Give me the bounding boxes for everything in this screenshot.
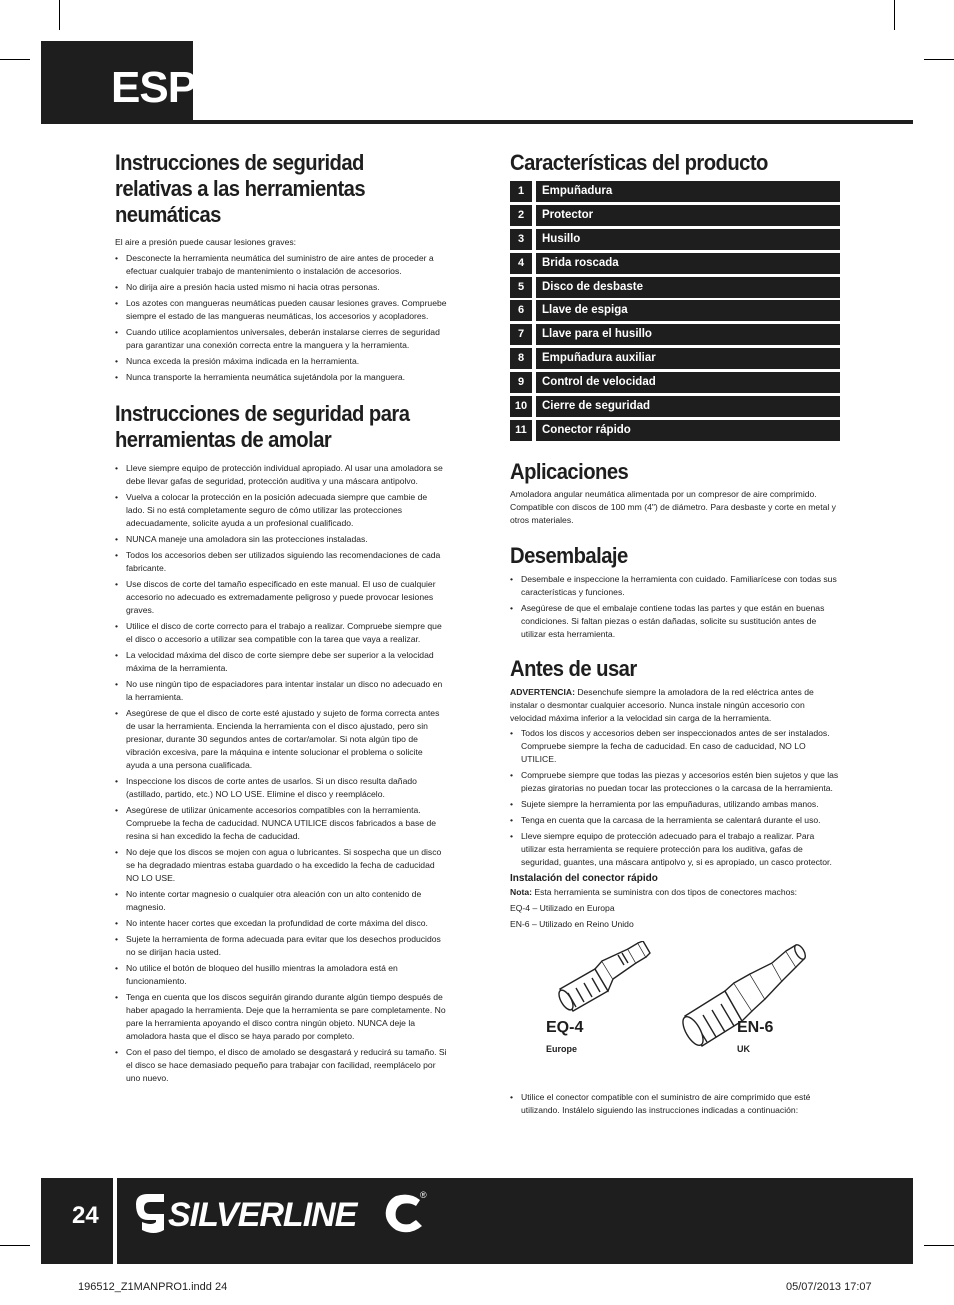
section-title-applications: Aplicaciones bbox=[510, 458, 629, 484]
eq4-region: Europe bbox=[546, 1043, 578, 1054]
list-item: • Sujete siempre la herramienta por las empuñaduras, utilizando ambas manos. bbox=[510, 798, 840, 811]
list-item: • Desembale e inspeccione la herramienta con cuidado. Familiarícese con todas sus características y funciones. bbox=[510, 573, 840, 599]
feature-number: 7 bbox=[510, 324, 532, 345]
list-item: • Compruebe siempre que todas las piezas y accesorios estén bien sujetos y que las piezas giratorias no puedan tocar las protecciones o la carcasa de la herramienta. bbox=[510, 769, 840, 795]
language-tab: ESP bbox=[41, 41, 193, 123]
final-install-list bbox=[510, 1091, 840, 1117]
list-item: • No use ningún tipo de espaciadores para intentar instalar un disco no adecuado en la herramienta. bbox=[115, 678, 448, 704]
header-rule bbox=[41, 120, 913, 124]
grinding-safety-list bbox=[115, 462, 448, 1085]
list-item: • No deje que los discos se mojen con agua o lubricantes. Si sospecha que un disco se ha degradado mientras estaba guardado o ha excedido la fecha de caducidad NO LO USE. bbox=[115, 846, 448, 885]
feature-row bbox=[510, 396, 840, 417]
slug-filename: 196512_Z1MANPRO1.indd 24 bbox=[78, 1281, 228, 1293]
feature-number: 1 bbox=[510, 181, 532, 202]
slug-date: 05/07/2013 17:07 bbox=[786, 1281, 872, 1293]
en6-line: EN-6 – Utilizado en Reino Unido bbox=[510, 918, 634, 929]
unpacking-list bbox=[510, 573, 840, 641]
list-item: • NUNCA maneje una amoladora sin las protecciones instaladas. bbox=[115, 533, 448, 546]
brand-name: SILVERLINE bbox=[168, 1196, 357, 1234]
registered-mark: ® bbox=[420, 1190, 427, 1200]
crop-mark bbox=[59, 0, 60, 30]
list-item: • Tenga en cuenta que los discos seguirán girando durante algún tiempo después de haber apagado la herramienta. Deje que la herramienta se pare completamente. No pare la herramienta apoyando el disco contra ningún objeto. NUNCA deje la amoladora hasta que el disco se haya parado por completo. bbox=[115, 991, 448, 1043]
list-item: • Use discos de corte del tamaño especificado en este manual. El uso de cualquier accesorio no adecuado es extremadamente peligroso y puede provocar lesiones graves. bbox=[115, 578, 448, 617]
feature-row bbox=[510, 372, 840, 393]
list-item: • Todos los accesorios deben ser utilizados siguiendo las recomendaciones de cada fabricante. bbox=[115, 549, 448, 575]
section-title-unpacking: Desembalaje bbox=[510, 542, 628, 568]
applications-text: Amoladora angular neumática alimentada por un compresor de aire comprimido. Compatible con discos de 100 mm (4") de diámetro. Para desbaste y corte en metal y otros materiales. bbox=[510, 488, 836, 525]
list-item: • Con el paso del tiempo, el disco de amolado se desgastará y reducirá su tamaño. Si el disco se hace demasiado pequeño para trabajar con facilidad, reemplácelo por uno nuevo. bbox=[115, 1046, 448, 1085]
list-item: • Utilice el disco de corte correcto para el trabajo a realizar. Compruebe siempre que el disco o accesorio a utilizar sea compatible con la tarea que vaya a realizar. bbox=[115, 620, 448, 646]
list-item: • Todos los discos y accesorios deben ser inspeccionados antes de ser instalados. Compruebe siempre la fecha de caducidad. En caso de caducidad, NO LO UTILICE. bbox=[510, 727, 840, 766]
feature-name: Control de velocidad bbox=[536, 372, 840, 393]
feature-row bbox=[510, 253, 840, 274]
feature-number: 2 bbox=[510, 205, 532, 226]
feature-name: Cierre de seguridad bbox=[536, 396, 840, 417]
list-item: • Asegúrese de que el embalaje contiene todas las partes y que están en buenas condiciones. Si faltan piezas o están dañadas, solicite su sustitución antes de utilizar esta herramienta. bbox=[510, 602, 840, 641]
note-label: Nota: bbox=[510, 886, 532, 897]
eq4-connector-drawing bbox=[556, 941, 650, 1012]
list-item: • Nunca transporte la herramienta neumática sujetándola por la manguera. bbox=[115, 371, 448, 384]
pneumatic-intro: El aire a presión puede causar lesiones graves: bbox=[115, 237, 297, 247]
list-item: • Lleve siempre equipo de protección individual apropiado. Al usar una amoladora se debe llevar gafas de seguridad, protección auditiva y una máscara antipolvo. bbox=[115, 462, 448, 488]
quick-connector-title: Instalación del conector rápido bbox=[510, 872, 658, 884]
logo-c-mark bbox=[386, 1195, 422, 1233]
section-title-grinding-safety: Instrucciones de seguridad para herramientas de amolar bbox=[115, 401, 410, 452]
list-item: • Desconecte la herramienta neumática del suministro de aire antes de proceder a efectuar cualquier trabajo de mantenimiento o instalación de accesorios. bbox=[115, 252, 448, 278]
section-title-features: Características del producto bbox=[510, 150, 768, 175]
feature-name: Disco de desbaste bbox=[536, 277, 840, 298]
list-item: • No dirija aire a presión hacia usted mismo ni hacia otras personas. bbox=[115, 281, 448, 294]
list-item: • Nunca exceda la presión máxima indicada en la herramienta. bbox=[115, 355, 448, 368]
crop-mark bbox=[0, 59, 30, 60]
list-item: • Lleve siempre equipo de protección adecuado para el trabajo a realizar. Para utilizar esta herramienta se requiere protección para los auditiva, gafas de seguridad, guantes, una máscara antipolvo y, si es apropiado, un casco protector. bbox=[510, 830, 840, 869]
feature-number: 10 bbox=[510, 396, 532, 417]
en6-label: EN-6 bbox=[737, 1018, 774, 1036]
brand-logo-svg bbox=[134, 1190, 434, 1240]
feature-number: 11 bbox=[510, 420, 532, 441]
feature-number: 4 bbox=[510, 253, 532, 274]
feature-row bbox=[510, 348, 840, 369]
crop-mark bbox=[894, 0, 895, 30]
feature-name: Llave de espiga bbox=[536, 300, 840, 321]
feature-row bbox=[510, 205, 840, 226]
note-paragraph bbox=[510, 886, 840, 899]
logo-emblem bbox=[136, 1194, 164, 1233]
list-item: • Los azotes con mangueras neumáticas pueden causar lesiones graves. Compruebe siempre el estado de las mangueras neumáticas, los accesorios y acopladores. bbox=[115, 297, 448, 323]
before-use-list bbox=[510, 727, 840, 869]
list-item: • Cuando utilice acoplamientos universales, deberán instalarse cierres de seguridad para garantizar una conexión correcta entre la manguera y la herramienta. bbox=[115, 326, 448, 352]
list-item: • No intente hacer cortes que excedan la profundidad de corte máxima del disco. bbox=[115, 917, 448, 930]
feature-number: 9 bbox=[510, 372, 532, 393]
list-item: • Inspeccione los discos de corte antes de usarlos. Si un disco resulta dañado (astillado, partido, etc.) NO LO USE. Elimine el disco y reemplácelo. bbox=[115, 775, 448, 801]
warning-paragraph bbox=[510, 686, 840, 725]
list-item: • Sujete la herramienta de forma adecuada para evitar que los desechos producidos no se dirijan hacia usted. bbox=[115, 933, 448, 959]
connectors-illustration bbox=[510, 941, 840, 1091]
note-text: Esta herramienta se suministra con dos tipos de conectores machos: bbox=[531, 886, 798, 897]
left-column bbox=[115, 150, 448, 1088]
feature-name: Protector bbox=[536, 205, 840, 226]
warning-label: ADVERTENCIA: bbox=[510, 686, 575, 697]
connector-drawings bbox=[510, 941, 840, 1091]
crop-mark bbox=[924, 59, 954, 60]
feature-row bbox=[510, 229, 840, 250]
en6-region: UK bbox=[737, 1043, 750, 1054]
list-item: • No intente cortar magnesio o cualquier otra aleación con un alto contenido de magnesio. bbox=[115, 888, 448, 914]
feature-name: Empuñadura bbox=[536, 181, 840, 202]
feature-row bbox=[510, 420, 840, 441]
right-column bbox=[510, 150, 840, 1120]
crop-mark bbox=[924, 1245, 954, 1246]
list-item: • Vuelva a colocar la protección en la posición adecuada siempre que cambie de lado. Si no está completamente seguro de cómo utilizar las protecciones adecuadamente, solicite ayuda a un profesional cualificado. bbox=[115, 491, 448, 530]
feature-row bbox=[510, 300, 840, 321]
list-item: • No utilice el botón de bloqueo del husillo mientras la amoladora está en funcionamiento. bbox=[115, 962, 448, 988]
crop-mark bbox=[0, 1245, 30, 1246]
feature-name: Empuñadura auxiliar bbox=[536, 348, 840, 369]
eq4-label: EQ-4 bbox=[546, 1018, 584, 1036]
eq4-line: EQ-4 – Utilizado en Europa bbox=[510, 902, 615, 913]
list-item: • Asegúrese de que el disco de corte esté ajustado y sujeto de forma correcta antes de usar la herramienta. Encienda la herramienta con el disco ajustado, pero sin presionar, durante 30 segundos antes de cortar/amolar. Si nota algún tipo de vibración excesiva, pare la máquina e intente solucionar el problema o solicite ayuda a una persona cualificada. bbox=[115, 707, 448, 772]
feature-row bbox=[510, 181, 840, 202]
feature-name: Husillo bbox=[536, 229, 840, 250]
list-item: • Asegúrese de utilizar únicamente accesorios compatibles con la herramienta. Compruebe la fecha de caducidad. NUNCA UTILICE discos fabricados a base de resina si han excedido la fecha de caducidad. bbox=[115, 804, 448, 843]
list-item: • La velocidad máxima del disco de corte siempre debe ser superior a la velocidad máxima de la herramienta. bbox=[115, 649, 448, 675]
footer-separator bbox=[113, 1178, 117, 1264]
feature-number: 3 bbox=[510, 229, 532, 250]
silverline-logo bbox=[134, 1190, 434, 1245]
section-title-pneumatic-safety: Instrucciones de seguridad relativas a las herramientas neumáticas bbox=[115, 150, 366, 227]
pneumatic-safety-list bbox=[115, 252, 448, 384]
features-table bbox=[510, 181, 840, 441]
feature-row bbox=[510, 324, 840, 345]
feature-row bbox=[510, 277, 840, 298]
page-number: 24 bbox=[72, 1202, 99, 1229]
feature-name: Conector rápido bbox=[536, 420, 840, 441]
list-item: • Utilice el conector compatible con el suministro de aire comprimido que esté utilizando. Instálelo siguiendo las instrucciones indicadas a continuación: bbox=[510, 1091, 840, 1117]
feature-number: 8 bbox=[510, 348, 532, 369]
feature-number: 6 bbox=[510, 300, 532, 321]
feature-name: Brida roscada bbox=[536, 253, 840, 274]
list-item: • Tenga en cuenta que la carcasa de la herramienta se calentará durante el uso. bbox=[510, 814, 840, 827]
section-title-before-use: Antes de usar bbox=[510, 655, 637, 681]
warning-text: Desenchufe siempre la amoladora de la red eléctrica antes de instalar o desmontar cualquier accesorio. Nunca instale ningún accesorio con velocidad máxima inferior a la velocidad sin carga de la herramienta. bbox=[510, 686, 814, 723]
feature-name: Llave para el husillo bbox=[536, 324, 840, 345]
feature-number: 5 bbox=[510, 277, 532, 298]
